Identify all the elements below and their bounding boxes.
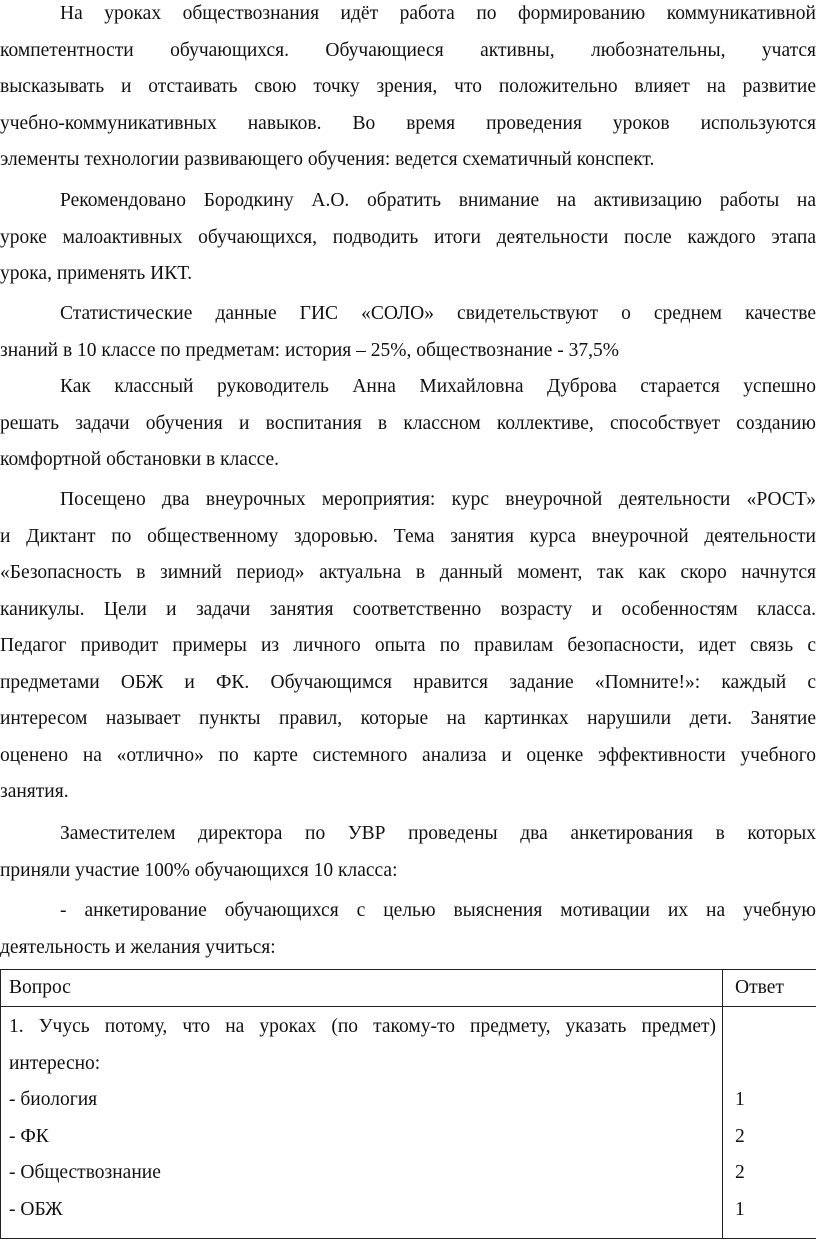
text-line: Как классный руководитель Анна Михайловна Дуброва старается успешно (60, 376, 816, 397)
list-item-value: 2 (735, 1125, 745, 1147)
table-row (1, 1007, 816, 1239)
paragraph-social-studies (0, 0, 816, 179)
question-cell (1, 1007, 723, 1239)
text-line: Статистические данные ГИС «СОЛО» свидетельствуют о среднем качестве (60, 303, 816, 324)
text-line: деятельность и желания учиться: (0, 936, 276, 958)
text-line: - анкетирование обучающихся с целью выяснения мотивации их на учебную (60, 900, 816, 921)
text-line: урока, применять ИКТ. (0, 263, 193, 284)
answer-cell (723, 1007, 816, 1239)
list-item-value: 1 (735, 1198, 745, 1220)
text-line: уроке малоактивных обучающихся, подводить итоги деятельности после каждого этапа (0, 226, 816, 248)
question-text: 1. Учусь потому, что на уроках (по такому-то предмету, указать предмет) (9, 1016, 716, 1037)
text-line: Рекомендовано Бородкину А.О. обратить внимание на активизацию работы на (60, 190, 816, 211)
list-item-label: - ФК (9, 1125, 49, 1147)
text-line: Педагог приводит примеры из личного опыта по правилам безопасности, идет связь с (0, 635, 816, 656)
paragraph-surveys (0, 816, 816, 889)
text-line: интересом называет пункты правил, которые на картинках нарушили дети. Занятие (0, 708, 816, 729)
list-item-value: 2 (735, 1162, 745, 1183)
paragraph-recommendation (0, 183, 816, 293)
text-line: комфортной обстановки в классе. (0, 449, 280, 470)
text-line: и Диктант по общественному здоровью. Тема занятия курса внеурочной деятельности (0, 525, 816, 547)
text-line: каникулы. Цели и задачи занятия соответственно возрасту и особенностям класса. (0, 598, 816, 620)
text-line: приняли участие 100% обучающихся 10 класса: (0, 859, 398, 881)
question-text: интересно: (9, 1052, 101, 1074)
answer-spacer (735, 1046, 816, 1083)
paragraph-statistics (0, 296, 816, 369)
list-item-label: - ОБЖ (9, 1198, 63, 1220)
answer-spacer (735, 1009, 816, 1046)
survey-table (0, 969, 816, 1239)
header-question: Вопрос (1, 970, 723, 1007)
text-line: решать задачи обучения и воспитания в классном коллективе, способствует созданию (0, 412, 816, 434)
text-line: занятия. (0, 781, 69, 802)
header-answer: Ответ (723, 970, 816, 1007)
paragraph-survey-item (0, 893, 816, 966)
text-line: оценено на «отлично» по карте системного анализа и оценке эффективности учебного (0, 744, 816, 766)
text-line: На уроках обществознания идёт работа по формированию коммуникативной (60, 3, 816, 24)
table-header-row (1, 970, 816, 1007)
text-line: Заместителем директора по УВР проведены два анкетирования в которых (60, 823, 816, 844)
paragraph-extracurricular (0, 482, 816, 811)
text-line: учебно-коммуникативных навыков. Во время проведения уроков используются (0, 112, 816, 134)
text-line: компетентности обучающихся. Обучающиеся активны, любознательны, учатся (0, 39, 816, 61)
text-line: высказывать и отстаивать свою точку зрения, что положительно влияет на развитие (0, 76, 816, 97)
list-item-label: - Обществознание (9, 1162, 161, 1183)
text-line: «Безопасность в зимний период» актуальна в данный момент, так как скоро начнутся (0, 562, 816, 583)
text-line: знаний в 10 классе по предметам: история – 25%, обществознание - 37,5% (0, 339, 619, 361)
text-line: предметами ОБЖ и ФК. Обучающимся нравится задание «Помните!»: каждый с (0, 671, 816, 693)
text-line: Посещено два внеурочных мероприятия: курс внеурочной деятельности «РОСТ» (60, 489, 816, 510)
list-item-label: - биология (9, 1089, 98, 1110)
paragraph-class-teacher (0, 369, 816, 479)
list-item-value: 1 (735, 1089, 745, 1110)
text-line: элементы технологии развивающего обучения: ведется схематичный конспект. (0, 149, 655, 170)
